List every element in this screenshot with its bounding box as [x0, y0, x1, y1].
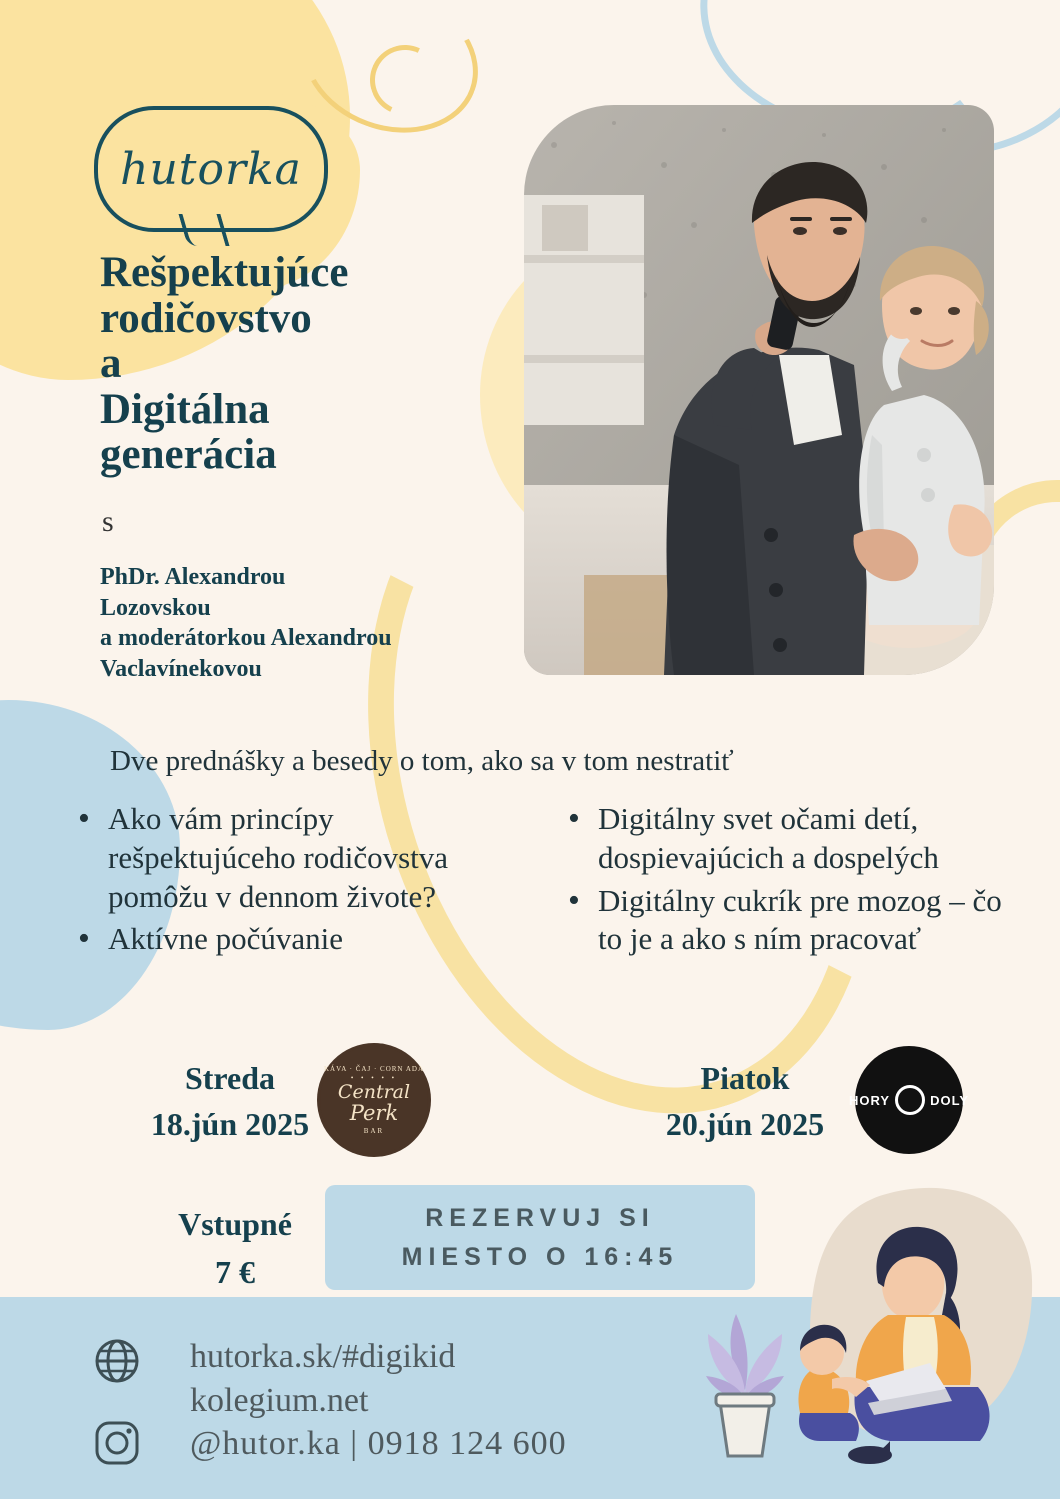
illustration-plant	[690, 1290, 800, 1460]
hory-doly-logo	[849, 1046, 969, 1154]
speaker-line-3: a moderátorkou Alexandrou	[100, 625, 392, 652]
instagram-icon	[94, 1420, 140, 1466]
hory-doly-word-2: DOLY	[930, 1092, 969, 1108]
price-value: 7 €	[215, 1254, 255, 1290]
event-right-date	[645, 1055, 845, 1148]
central-perk-logo	[320, 1046, 428, 1154]
speakers-block	[100, 562, 540, 685]
brand-logo-text: hutorka	[120, 143, 302, 195]
title-line-2: rodičovstvo	[100, 294, 312, 342]
event-right-date-value: 20.jún 2025	[665, 1106, 825, 1143]
globe-icon	[94, 1338, 140, 1384]
instagram-contact[interactable]: @hutor.ka | 0918 124 600	[190, 1425, 567, 1462]
list-item: • Digitálny svet očami detí, dospievajúcich a dospelých	[560, 800, 1010, 878]
footer-links[interactable]	[190, 1335, 455, 1423]
central-perk-name-1: Central	[337, 1081, 411, 1104]
title-line-5: generácia	[100, 431, 277, 479]
title-line-4: Digitálna	[100, 385, 270, 433]
speaker-line-4: Vaclavínekovou	[100, 656, 262, 683]
event-left-day: Streda	[184, 1060, 276, 1096]
website-link-2[interactable]: kolegium.net	[190, 1382, 369, 1420]
price-label: Vstupné	[178, 1206, 292, 1242]
hory-doly-word-1: HORY	[849, 1092, 891, 1108]
list-item: • Ako vám princípy rešpektujúceho rodičovstva pomôžu v dennom živote?	[70, 800, 500, 916]
central-perk-bar: BAR	[363, 1126, 385, 1135]
price-block	[140, 1200, 330, 1296]
speaker-line-1: PhDr. Alexandrou	[100, 564, 286, 590]
speaker-line-2: Lozovskou	[100, 594, 211, 621]
list-item: • Aktívne počúvanie	[70, 920, 500, 959]
central-perk-tagline: KÁVA · ČAJ · CORN ADA	[323, 1065, 425, 1074]
list-item: • Digitálny cukrík pre mozog – čo to je a ako s ním pracovať	[560, 882, 1010, 960]
event-left-date	[140, 1055, 320, 1148]
title-line-1: Rešpektujúce	[100, 249, 349, 296]
topics-left-column	[70, 800, 500, 963]
central-perk-dots: • • • • •	[350, 1074, 398, 1083]
website-link-1[interactable]: hutorka.sk/#digikid	[190, 1338, 456, 1375]
intro-text: Dve prednášky a besedy o tom, ako sa v tom nestratiť	[110, 745, 734, 777]
reserve-cta[interactable]	[325, 1185, 755, 1290]
with-word: s	[102, 505, 114, 538]
page-title	[100, 250, 520, 478]
event-left-date-value: 18.jún 2025	[150, 1106, 310, 1143]
central-perk-name-2: Perk	[349, 1101, 399, 1126]
topics-right-column	[560, 800, 1010, 963]
cta-line-1: REZERVUJ SI	[425, 1203, 655, 1232]
hory-doly-circle-icon	[895, 1085, 925, 1115]
title-line-3: a	[100, 340, 122, 388]
hero-photo	[524, 105, 994, 675]
cta-line-2: MIESTO O 16:45	[401, 1242, 679, 1271]
illustration-family-laptop	[770, 1175, 1050, 1465]
event-right-day: Piatok	[700, 1060, 790, 1096]
